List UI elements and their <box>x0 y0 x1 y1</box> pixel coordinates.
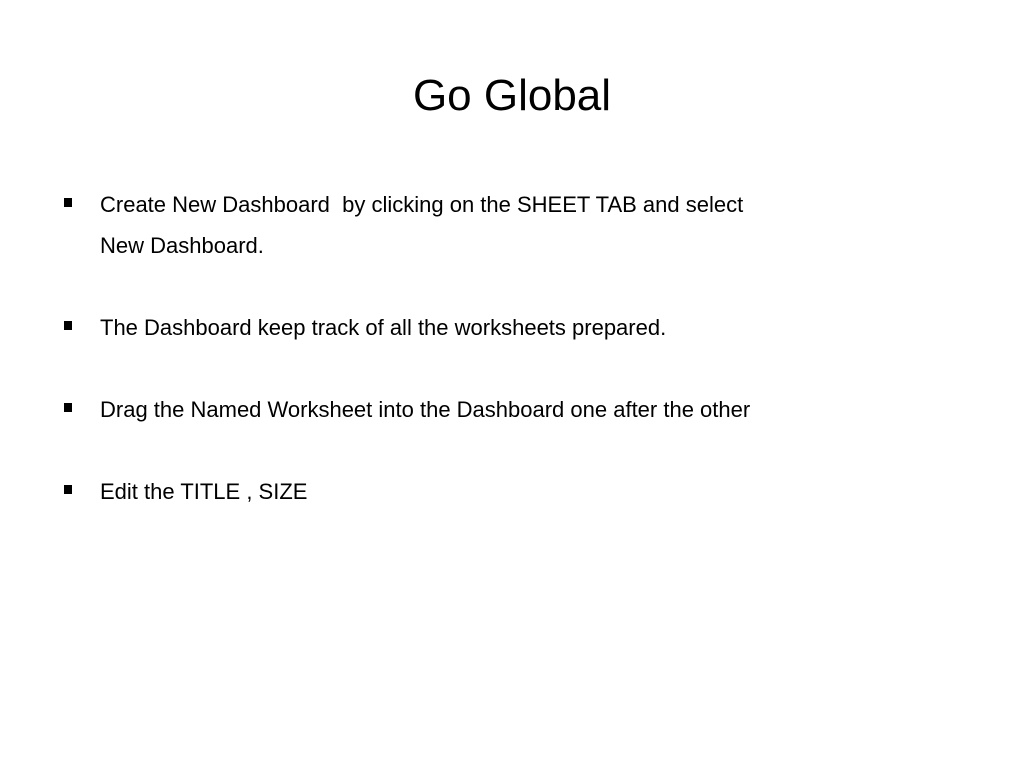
bullet-text-line: Edit the TITLE , SIZE <box>100 479 308 504</box>
slide-title: Go Global <box>412 71 612 120</box>
square-bullet-icon <box>64 198 72 207</box>
bullet-item-drag-worksheet <box>62 389 962 430</box>
bullet-item-create-dashboard <box>62 184 962 266</box>
bullet-text-line: New Dashboard. <box>100 233 264 258</box>
bullet-item-edit-title-size <box>62 471 962 512</box>
bullet-list <box>62 184 962 512</box>
bullet-text-line: Drag the Named Worksheet into the Dashboard one after the other <box>100 397 751 422</box>
bullet-item-track-worksheets <box>62 307 962 348</box>
square-bullet-icon <box>64 321 72 330</box>
square-bullet-icon <box>64 485 72 494</box>
bullet-text-line: The Dashboard keep track of all the worksheets prepared. <box>100 315 667 340</box>
bullet-text-line: Create New Dashboard by clicking on the SHEET TAB and select <box>100 192 744 217</box>
square-bullet-icon <box>64 403 72 412</box>
